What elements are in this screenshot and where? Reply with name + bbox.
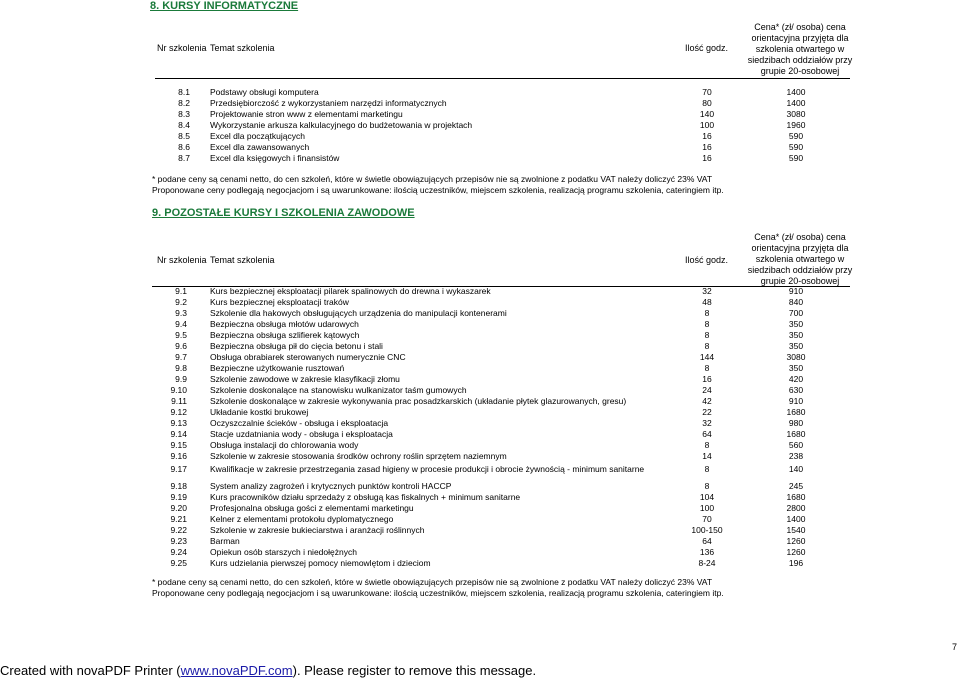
- row-price: 980: [788, 418, 804, 428]
- novapdf-link[interactable]: www.novaPDF.com: [180, 663, 293, 678]
- table-row: [0, 492, 960, 503]
- row-topic: Bezpieczna obsługa pił do cięcia betonu i stali: [210, 341, 383, 351]
- row-hours: 64: [702, 536, 712, 546]
- row-topic: Szkolenie zawodowe w zakresie klasyfikacji złomu: [210, 374, 400, 384]
- table-row: [0, 407, 960, 418]
- row-number: 9.17: [170, 464, 187, 474]
- row-price: 1680: [786, 407, 806, 417]
- row-hours: 64: [702, 429, 712, 439]
- row-hours: 8: [704, 341, 710, 351]
- table-row: [0, 98, 960, 109]
- table-row: [0, 503, 960, 514]
- s8-header-name: Temat szkolenia: [210, 43, 275, 53]
- row-number: 8.2: [178, 98, 190, 108]
- row-price: 1680: [786, 492, 806, 502]
- row-price: 910: [788, 286, 804, 296]
- row-hours: 140: [699, 109, 715, 119]
- row-hours: 80: [702, 98, 712, 108]
- row-price: 238: [788, 451, 804, 461]
- table-row: [0, 363, 960, 374]
- row-number: 9.14: [170, 429, 187, 439]
- row-hours: 104: [699, 492, 715, 502]
- row-hours: 32: [702, 418, 712, 428]
- row-topic: Obsługa obrabiarek sterowanych numerycznie CNC: [210, 352, 406, 362]
- row-price: 350: [788, 341, 804, 351]
- row-topic: Podstawy obsługi komputera: [210, 87, 319, 97]
- row-number: 9.1: [175, 286, 187, 296]
- s9-note-negotiation: Proponowane ceny podlegają negocjacjom i są uwarunkowane: ilością uczestników, miejscem szkolenia, realizacją programu szkolenia, cateringiem itp.: [152, 588, 724, 598]
- table-row: [0, 142, 960, 153]
- page-number: 7: [952, 642, 958, 652]
- row-topic: Kurs pracowników działu sprzedaży z obsługą kas fiskalnych + minimum sanitarne: [210, 492, 521, 502]
- s8-header-nr: Nr szkolenia: [157, 43, 207, 53]
- row-number: 9.8: [175, 363, 187, 373]
- row-number: 9.4: [175, 319, 187, 329]
- row-number: 8.6: [178, 142, 190, 152]
- row-hours: 8: [704, 363, 710, 373]
- row-hours: 100: [699, 503, 715, 513]
- row-topic: Szkolenie dla hakowych obsługujących urządzenia do manipulacji kontenerami: [210, 308, 507, 318]
- row-hours: 70: [702, 87, 712, 97]
- row-price: 140: [788, 464, 804, 474]
- row-topic: System analizy zagrożeń i krytycznych punktów kontroli HACCP: [210, 481, 452, 491]
- table-row: [0, 286, 960, 297]
- row-topic: Barman: [210, 536, 240, 546]
- table-row: [0, 308, 960, 319]
- table-row: [0, 87, 960, 98]
- novapdf-footer: [0, 663, 536, 678]
- row-hours: 16: [702, 153, 712, 163]
- row-hours: 42: [702, 396, 712, 406]
- row-hours: 8: [704, 330, 710, 340]
- row-topic: Szkolenie doskonalące na stanowisku wulkanizator taśm gumowych: [210, 385, 467, 395]
- table-row: [0, 319, 960, 330]
- s8-header-price: Cena* (zł/ osoba) cena orientacyjna przyjęta dla szkolenia otwartego w siedzibach oddziałów przy grupie 20-osobowej: [747, 22, 853, 76]
- row-topic: Profesjonalna obsługa gości z elementami marketingu: [210, 503, 414, 513]
- row-hours: 14: [702, 451, 712, 461]
- row-hours: 32: [702, 286, 712, 296]
- s9-header-price: Cena* (zł/ osoba) cena orientacyjna przyjęta dla szkolenia otwartego w siedzibach oddziałów przy grupie 20-osobowej: [747, 232, 853, 286]
- row-hours: 8: [704, 464, 710, 474]
- s8-note-vat: * podane ceny są cenami netto, do cen szkoleń, które w świetle obowiązujących przepisów nie są zwolnione z podatku VAT należy doliczyć 23% VAT: [152, 174, 713, 184]
- table-row: [0, 153, 960, 164]
- s9-note-vat: * podane ceny są cenami netto, do cen szkoleń, które w świetle obowiązujących przepisów nie są zwolnione z podatku VAT należy doliczyć 23% VAT: [152, 577, 713, 587]
- row-number: 9.24: [170, 547, 187, 557]
- table-row: [0, 385, 960, 396]
- row-topic: Excel dla początkujących: [210, 131, 305, 141]
- row-hours: 144: [699, 352, 715, 362]
- row-topic: Kelner z elementami protokołu dyplomatycznego: [210, 514, 394, 524]
- row-topic: Układanie kostki brukowej: [210, 407, 309, 417]
- table-row: [0, 418, 960, 429]
- row-price: 590: [788, 153, 804, 163]
- table-row: [0, 536, 960, 547]
- row-topic: Stacje uzdatniania wody - obsługa i eksploatacja: [210, 429, 393, 439]
- row-number: 9.22: [170, 525, 187, 535]
- table-row: [0, 440, 960, 451]
- row-price: 350: [788, 319, 804, 329]
- row-price: 1680: [786, 429, 806, 439]
- table-row: [0, 396, 960, 407]
- s9-header-nr: Nr szkolenia: [157, 255, 207, 265]
- row-price: 350: [788, 363, 804, 373]
- row-number: 8.5: [178, 131, 190, 141]
- row-hours: 16: [702, 131, 712, 141]
- table-row: [0, 547, 960, 558]
- row-topic: Bezpieczna obsługa młotów udarowych: [210, 319, 359, 329]
- table-row: [0, 481, 960, 492]
- row-number: 9.19: [170, 492, 187, 502]
- row-price: 1260: [786, 536, 806, 546]
- row-price: 590: [788, 131, 804, 141]
- table-row: [0, 352, 960, 363]
- row-price: 2800: [786, 503, 806, 513]
- row-number: 8.1: [178, 87, 190, 97]
- row-price: 910: [788, 396, 804, 406]
- section-8-title: 8. KURSY INFORMATYCZNE: [150, 0, 299, 12]
- row-number: 9.5: [175, 330, 187, 340]
- row-topic: Przedsiębiorczość z wykorzystaniem narzędzi informatycznych: [210, 98, 447, 108]
- row-number: 9.11: [171, 396, 187, 406]
- row-number: 9.21: [170, 514, 187, 524]
- table-row: [0, 429, 960, 440]
- row-hours: 16: [702, 142, 712, 152]
- row-hours: 8-24: [698, 558, 716, 568]
- row-hours: 48: [702, 297, 712, 307]
- row-number: 9.16: [170, 451, 187, 461]
- s8-note-negotiation: Proponowane ceny podlegają negocjacjom i są uwarunkowane: ilością uczestników, miejscem szkolenia, realizacją programu szkolenia, cateringiem itp.: [152, 185, 724, 195]
- row-number: 8.3: [178, 109, 190, 119]
- row-topic: Szkolenie w zakresie bukieciarstwa i aranżacji roślinnych: [210, 525, 425, 535]
- row-price: 350: [788, 330, 804, 340]
- row-topic: Bezpieczne użytkowanie rusztowań: [210, 363, 345, 373]
- table-row: [0, 374, 960, 385]
- row-topic: Szkolenie doskonalące w zakresie wykonywania prac posadzkarskich (układanie płytek glazurowanych, gresu): [210, 396, 627, 406]
- table-row: [0, 525, 960, 536]
- row-price: 560: [788, 440, 804, 450]
- row-number: 9.13: [170, 418, 187, 428]
- row-number: 9.6: [175, 341, 187, 351]
- row-price: 1260: [786, 547, 806, 557]
- s8-header-hours: Ilość godz.: [685, 43, 729, 53]
- row-price: 3080: [786, 109, 806, 119]
- table-row: [0, 297, 960, 308]
- row-price: 420: [788, 374, 804, 384]
- row-hours: 8: [704, 481, 710, 491]
- row-hours: 70: [702, 514, 712, 524]
- row-price: 1400: [786, 514, 806, 524]
- row-hours: 24: [702, 385, 712, 395]
- row-topic: Kwalifikacje w zakresie przestrzegania zasad higieny w procesie produkcji i obrocie żywnością - minimum sanitarne: [210, 464, 645, 474]
- row-price: 1540: [786, 525, 806, 535]
- row-price: 1960: [786, 120, 806, 130]
- row-topic: Bezpieczna obsługa szlifierek kątowych: [210, 330, 360, 340]
- row-topic: Szkolenie w zakresie stosowania środków ochrony roślin sprzętem naziemnym: [210, 451, 507, 461]
- row-topic: Kurs bezpiecznej eksploatacji traków: [210, 297, 349, 307]
- table-row: [0, 558, 960, 569]
- footer-suffix: ). Please register to remove this message.: [292, 663, 537, 678]
- row-hours: 16: [702, 374, 712, 384]
- row-number: 9.10: [170, 385, 187, 395]
- section-9-title: 9. POZOSTAŁE KURSY I SZKOLENIA ZAWODOWE: [152, 207, 415, 219]
- row-topic: Oczyszczalnie ścieków - obsługa i eksploatacja: [210, 418, 389, 428]
- table-row: [0, 131, 960, 142]
- row-hours: 100-150: [691, 525, 723, 535]
- row-price: 590: [788, 142, 804, 152]
- row-number: 9.3: [175, 308, 187, 318]
- row-topic: Opiekun osób starszych i niedołężnych: [210, 547, 357, 557]
- row-number: 9.20: [170, 503, 187, 513]
- row-hours: 22: [702, 407, 712, 417]
- row-hours: 136: [699, 547, 715, 557]
- row-hours: 8: [704, 308, 710, 318]
- row-topic: Obsługa instalacji do chlorowania wody: [210, 440, 359, 450]
- row-number: 9.12: [170, 407, 187, 417]
- s8-header-underline: [155, 78, 850, 79]
- row-number: 8.4: [178, 120, 190, 130]
- row-price: 3080: [786, 352, 806, 362]
- table-row: [0, 451, 960, 462]
- row-price: 1400: [786, 87, 806, 97]
- row-number: 9.15: [170, 440, 187, 450]
- s9-header-hours: Ilość godz.: [685, 255, 729, 265]
- row-topic: Kurs udzielania pierwszej pomocy niemowlętom i dzieciom: [210, 558, 431, 568]
- table-row: [0, 341, 960, 352]
- row-number: 9.25: [170, 558, 187, 568]
- row-hours: 8: [704, 440, 710, 450]
- row-hours: 100: [699, 120, 715, 130]
- table-row: [0, 330, 960, 341]
- row-number: 9.7: [175, 352, 187, 362]
- row-topic: Wykorzystanie arkusza kalkulacyjnego do budżetowania w projektach: [210, 120, 473, 130]
- row-number: 9.23: [170, 536, 187, 546]
- table-row: [0, 109, 960, 120]
- row-number: 9.9: [175, 374, 187, 384]
- row-hours: 8: [704, 319, 710, 329]
- row-price: 700: [788, 308, 804, 318]
- row-number: 9.18: [170, 481, 187, 491]
- row-topic: Excel dla księgowych i finansistów: [210, 153, 340, 163]
- row-number: 8.7: [178, 153, 190, 163]
- row-price: 245: [788, 481, 804, 491]
- row-price: 840: [788, 297, 804, 307]
- row-topic: Kurs bezpiecznej eksploatacji pilarek spalinowych do drewna i wykaszarek: [210, 286, 491, 296]
- footer-prefix: Created with novaPDF Printer (: [0, 663, 181, 678]
- s9-header-name: Temat szkolenia: [210, 255, 275, 265]
- row-number: 9.2: [175, 297, 187, 307]
- row-topic: Projektowanie stron www z elementami marketingu: [210, 109, 403, 119]
- row-price: 630: [788, 385, 804, 395]
- row-price: 196: [788, 558, 804, 568]
- row-price: 1400: [786, 98, 806, 108]
- table-row: [0, 514, 960, 525]
- table-row: [0, 464, 960, 475]
- table-row: [0, 120, 960, 131]
- row-topic: Excel dla zawansowanych: [210, 142, 310, 152]
